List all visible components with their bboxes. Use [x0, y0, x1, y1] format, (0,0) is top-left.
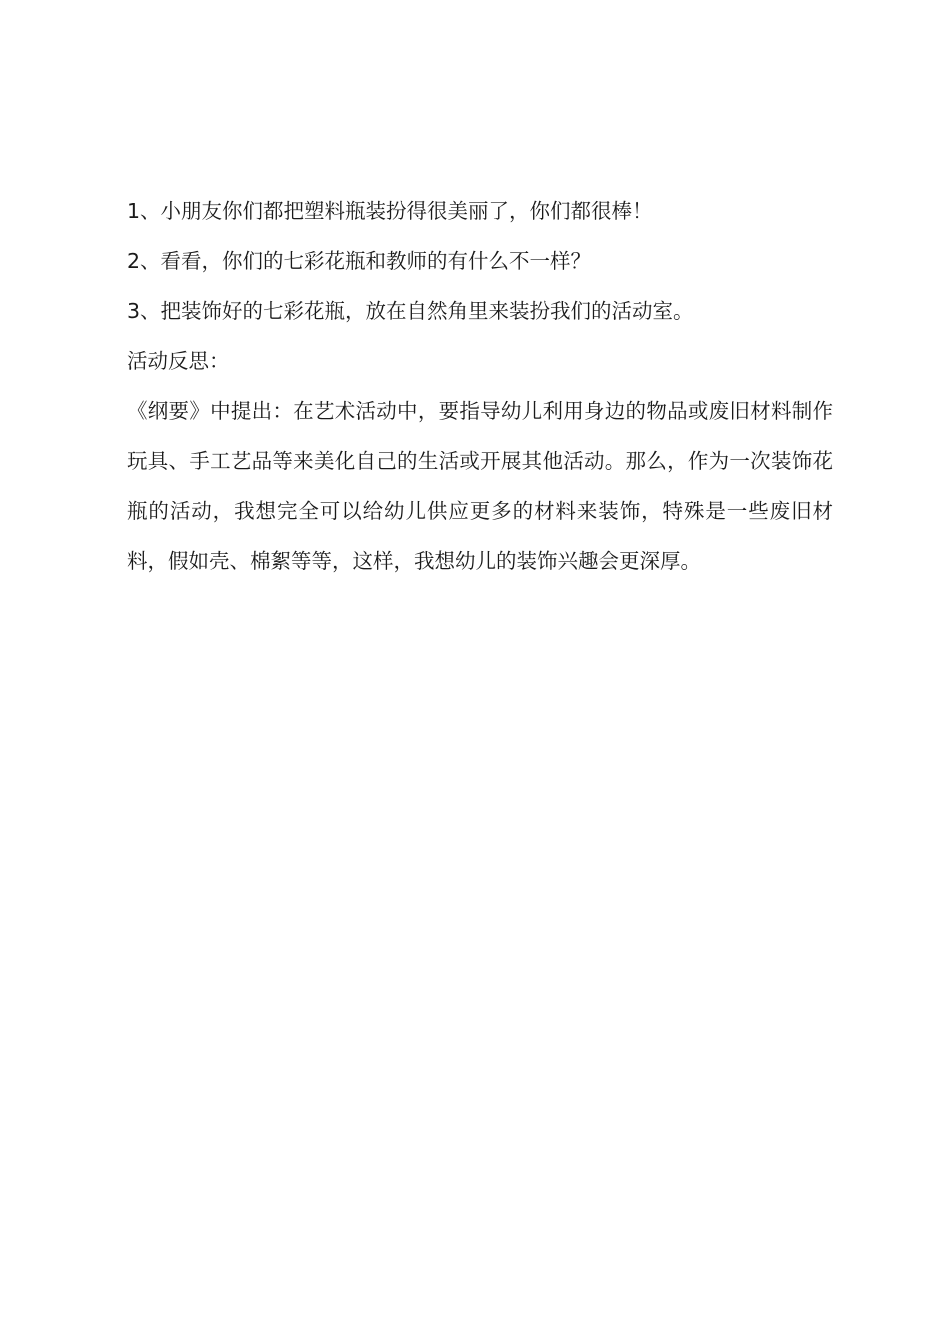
step-2: 2、看看，你们的七彩花瓶和教师的有什么不一样？	[127, 249, 592, 273]
document-body	[127, 186, 833, 586]
reflection-body: 《纲要》中提出：在艺术活动中，要指导幼儿利用身边的物品或废旧材料制作玩具、手工艺品等来美化自己的生活或开展其他活动。那么，作为一次装饰花瓶的活动，我想完全可以给幼儿供应更多的材料来装饰，特殊是一些废旧材料，假如壳、棉絮等等，这样，我想幼儿的装饰兴趣会更深厚。	[127, 399, 833, 573]
reflection-heading: 活动反思：	[127, 349, 230, 373]
step-1: 1、小朋友你们都把塑料瓶装扮得很美丽了，你们都很棒！	[127, 199, 653, 223]
step-3: 3、把装饰好的七彩花瓶，放在自然角里来装扮我们的活动室。	[127, 299, 694, 323]
